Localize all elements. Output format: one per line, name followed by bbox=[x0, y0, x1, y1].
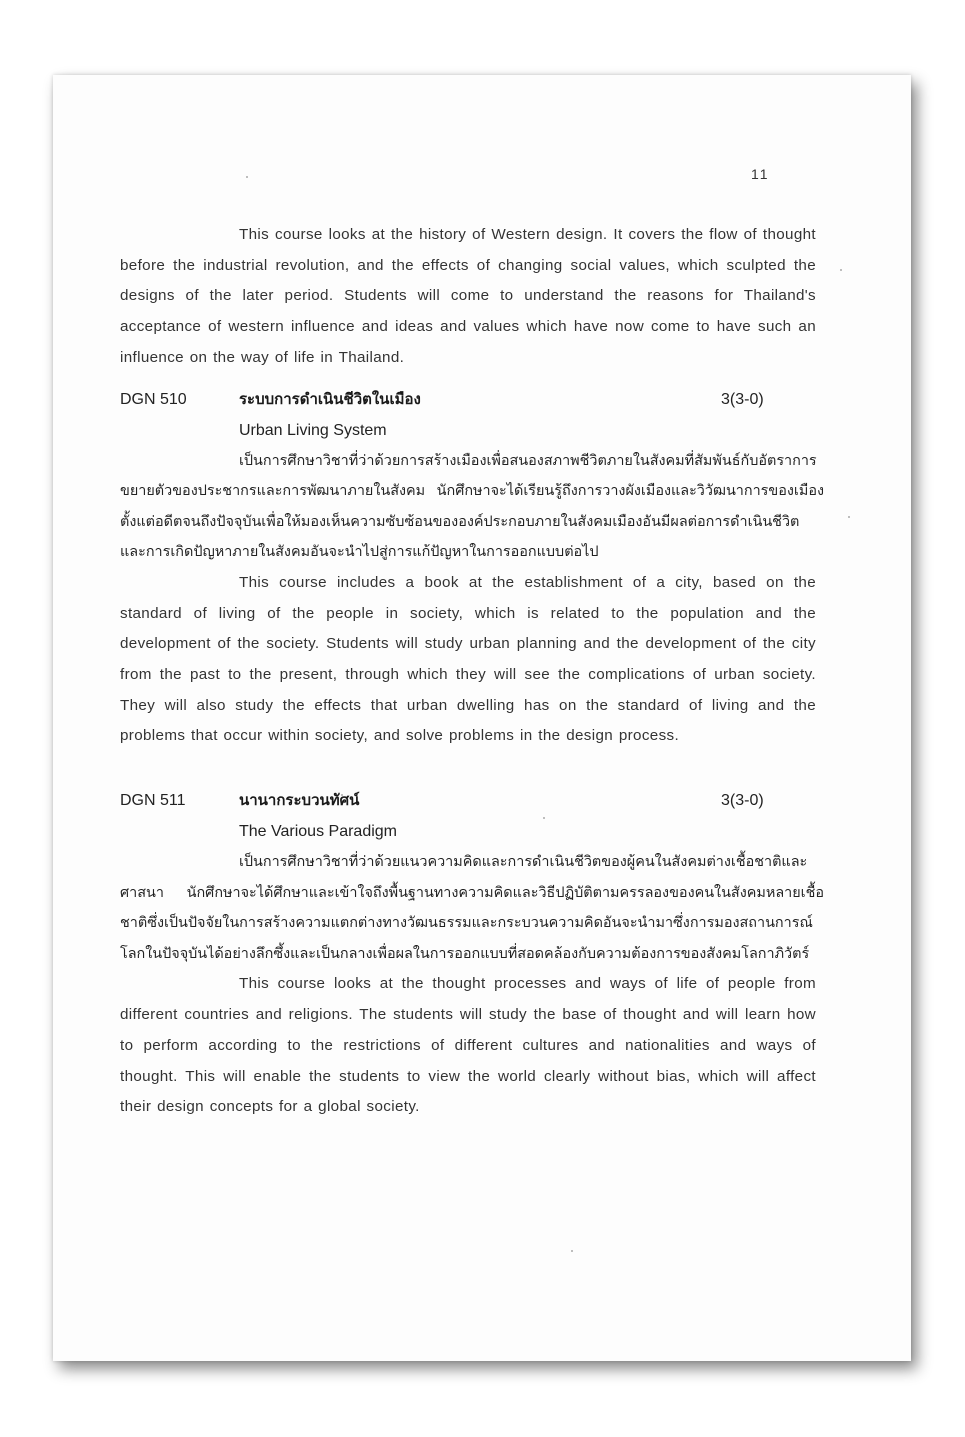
course-credit: 3(3-0) bbox=[721, 792, 764, 810]
scan-speck bbox=[840, 269, 842, 271]
course-code: DGN 510 bbox=[120, 390, 187, 408]
course-title-thai: นานากระบวนทัศน์ bbox=[239, 791, 360, 810]
course-dgn-510 bbox=[120, 384, 824, 753]
course-heading bbox=[120, 384, 816, 415]
course-title-english: Urban Living System bbox=[239, 421, 387, 439]
course-credit: 3(3-0) bbox=[721, 390, 764, 408]
scan-speck bbox=[848, 516, 850, 518]
document-page bbox=[53, 75, 911, 1361]
scan-speck bbox=[246, 176, 248, 178]
course-description-thai: เป็นการศึกษาวิชาที่ว่าด้วยแนวความคิดและการดำเนินชีวิตของผู้คนในสังคมต่างเชื้อชาติและศาสนา นักศึกษาจะได้ศึกษาและเข้าใจถึงพื้นฐานทางความคิดและวิธีปฏิบัติตามครรลองของคนในสังคมหลายเชื้อชาติซึ่งเป็นปัจจัยในการสร้างความแตกต่างทางวัฒนธรรมและกระบวนความคิดอันจะนำมาซึ่งการมองสถานการณ์โลกในปัจจุบันได้อย่างลึกซึ้งและเป็นกลางเพื่อผลในการออกแบบที่สอดคล้องกับความต้องการของสังคมโลกาภิวัตร์ bbox=[120, 854, 824, 962]
course-description-english: This course includes a book at the establishment of a city, based on the standard of living of the people in society, which is related to the population and the development of the society. Students will study urban planning and the development of the city from the past to the present, through which they will see the complications of urban society. They will also study the effects that urban dwelling has on the standard of living and the problems that occur within society, and solve problems in the design process. bbox=[120, 573, 816, 745]
course-title-thai: ระบบการดำเนินชีวิตในเมือง bbox=[239, 389, 421, 408]
scan-speck bbox=[571, 1250, 573, 1252]
intro-paragraph: This course looks at the history of Western design. It covers the flow of thought before the industrial revolution, and the effects of changing social values, which sculpted the designs of the later period. Students will come to understand the reasons for Thailand's acceptance of western influence and ideas and values which have now come to have such an influence on the way of life in Thailand. bbox=[120, 226, 816, 366]
course-code: DGN 511 bbox=[120, 792, 186, 810]
page-number: 11 bbox=[751, 166, 770, 182]
page-content bbox=[120, 220, 824, 1123]
course-dgn-511 bbox=[120, 785, 824, 1123]
course-heading bbox=[120, 785, 816, 816]
course-description-english: This course looks at the thought processes and ways of life of people from different countries and religions. The students will study the base of thought and will learn how to perform according to the restrictions of different cultures and nationalities and ways of thought. This will enable the students to view the world clearly without bias, which will affect their design concepts for a global society. bbox=[120, 975, 816, 1116]
course-description-thai: เป็นการศึกษาวิชาที่ว่าด้วยการสร้างเมืองเพื่อสนองสภาพชีวิตภายในสังคมที่สัมพันธ์กับอัตราการขยายตัวของประชากรและการพัฒนาภายในสังคม นักศึกษาจะได้เรียนรู้ถึงการวางผังเมืองและวิวัฒนาการของเมืองตั้งแต่อดีตจนถึงปัจจุบันเพื่อให้มองเห็นความซับซ้อนขององค์ประกอบภายในสังคมเมืองอันมีผลต่อการดำเนินชีวิตและการเกิดปัญหาภายในสังคมอันจะนำไปสู่การแก้ปัญหาในการออกแบบต่อไป bbox=[120, 452, 824, 561]
course-title-english: The Various Paradigm bbox=[239, 823, 397, 841]
